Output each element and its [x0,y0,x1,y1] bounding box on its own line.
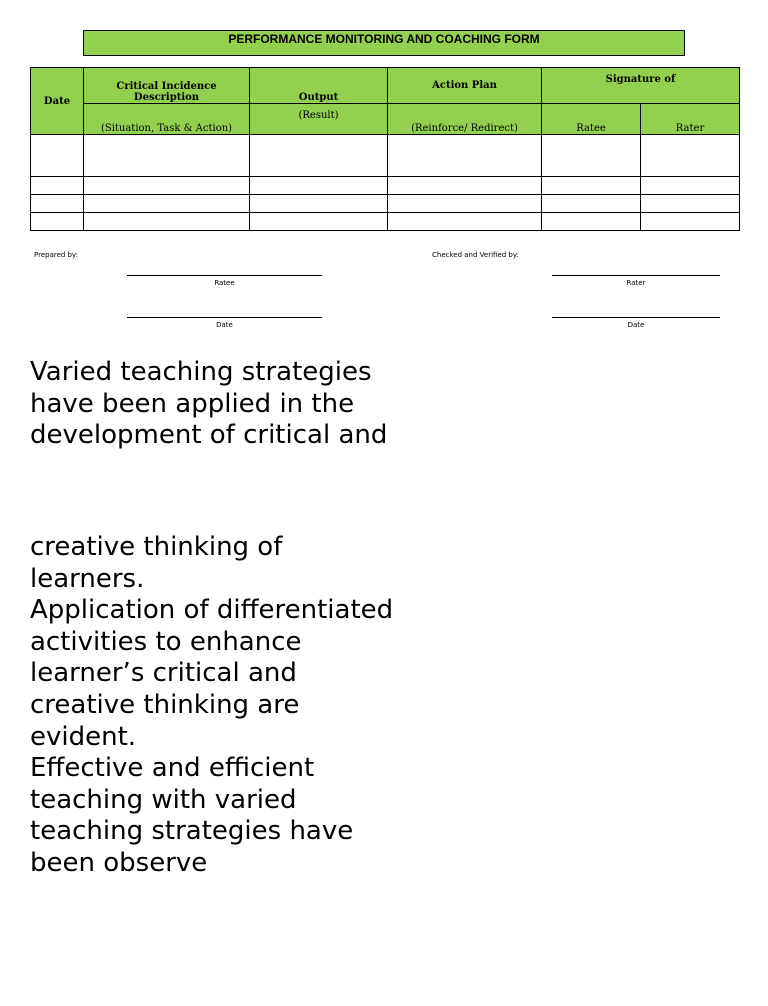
header-action-plan-sub: (Reinforce/ Redirect) [388,104,542,135]
header-output [250,68,388,104]
header-signature: Signature of [542,68,740,104]
cell-ratee[interactable] [542,135,641,177]
cell-output[interactable] [250,177,388,195]
cell-output[interactable] [250,213,388,231]
cell-ratee[interactable] [542,195,641,213]
cell-critical[interactable] [84,177,250,195]
cell-rater[interactable] [641,135,740,177]
cell-ratee[interactable] [542,213,641,231]
cell-rater[interactable] [641,213,740,231]
header-rater: Rater [641,104,740,135]
body-paragraph-1 [30,357,410,452]
cell-action-plan[interactable] [388,213,542,231]
header-date: Date [31,68,84,135]
rater-signature-line[interactable] [552,275,720,276]
cell-critical[interactable] [84,213,250,231]
body-text-line2: Application of differentiated activities to enhance learner’s critical and creative thinking are evident. [30,595,394,752]
body-text-line1: creative thinking of learners. [30,532,283,594]
table-row [31,195,740,213]
header-critical-label: Critical Incidence Description [116,81,217,103]
ratee-signature-line[interactable] [127,275,322,276]
cell-output[interactable] [250,195,388,213]
rater-caption: Rater [626,279,646,287]
cell-critical[interactable] [84,135,250,177]
ratee-date-caption: Date [216,321,233,329]
cell-date[interactable] [31,195,84,213]
performance-table [30,67,740,231]
cell-action-plan[interactable] [388,177,542,195]
rater-date-caption: Date [627,321,645,329]
cell-date[interactable] [31,177,84,195]
header-critical [84,68,250,104]
cell-date[interactable] [31,213,84,231]
cell-ratee[interactable] [542,177,641,195]
body-paragraph-2 [30,532,400,880]
body-text-line3: Effective and efficient teaching with varied teaching strategies have been observe [30,753,354,878]
cell-critical[interactable] [84,195,250,213]
table-row [31,177,740,195]
ratee-caption: Ratee [214,279,235,287]
body-text-block1: Varied teaching strategies have been applied in the development of critical and [30,357,388,451]
cell-date[interactable] [31,135,84,177]
header-ratee: Ratee [542,104,641,135]
ratee-date-line[interactable] [127,317,322,318]
header-critical-sub: (Situation, Task & Action) [84,104,250,135]
table-row [31,213,740,231]
rater-date-line[interactable] [552,317,720,318]
cell-output[interactable] [250,135,388,177]
header-output-sub: (Result) [250,104,388,135]
prepared-by-label: Prepared by: [34,251,78,259]
cell-rater[interactable] [641,195,740,213]
form-title: PERFORMANCE MONITORING AND COACHING FORM [83,30,685,56]
header-output-label: Output [298,92,339,103]
table-row [31,135,740,177]
cell-action-plan[interactable] [388,195,542,213]
checked-by-label: Checked and Verified by: [432,251,519,259]
header-action-plan: Action Plan [388,68,542,104]
cell-action-plan[interactable] [388,135,542,177]
cell-rater[interactable] [641,177,740,195]
